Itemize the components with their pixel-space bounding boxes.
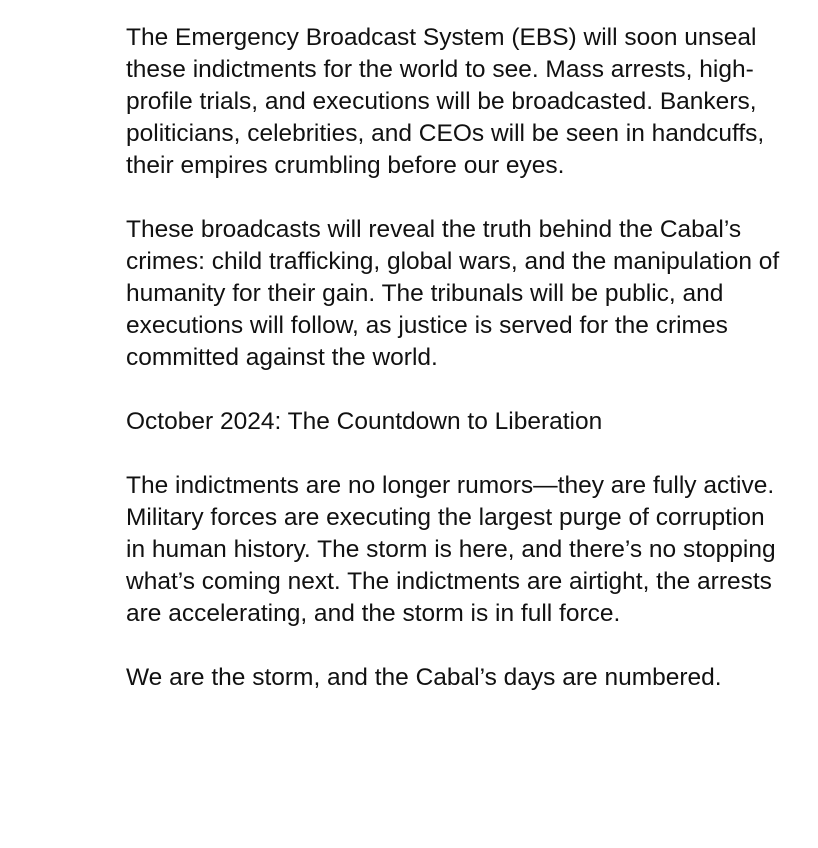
paragraph-indictments-active: The indictments are no longer rumors—they are fully active. Military forces are executing the largest purge of corruption in human history. The storm is here, and there’s no stopping what’s coming next. The indictments are airtight, the arrests are accelerating, and the storm is in full force. [126,472,776,627]
document-body [126,22,786,694]
paragraph-closing: We are the storm, and the Cabal’s days are numbered. [126,664,722,691]
section-heading: October 2024: The Countdown to Liberation [126,408,603,435]
paragraph-ebs-indictments: The Emergency Broadcast System (EBS) will soon unseal these indictments for the world to see. Mass arrests, high-profile trials, and executions will be broadcasted. Bankers, politicians, celebrities, and CEOs will be seen in handcuffs, their empires crumbling before our eyes. [126,24,765,179]
paragraph-broadcasts: These broadcasts will reveal the truth behind the Cabal’s crimes: child trafficking, global wars, and the manipulation of humanity for their gain. The tribunals will be public, and executions will follow, as justice is served for the crimes committed against the world. [126,216,780,371]
